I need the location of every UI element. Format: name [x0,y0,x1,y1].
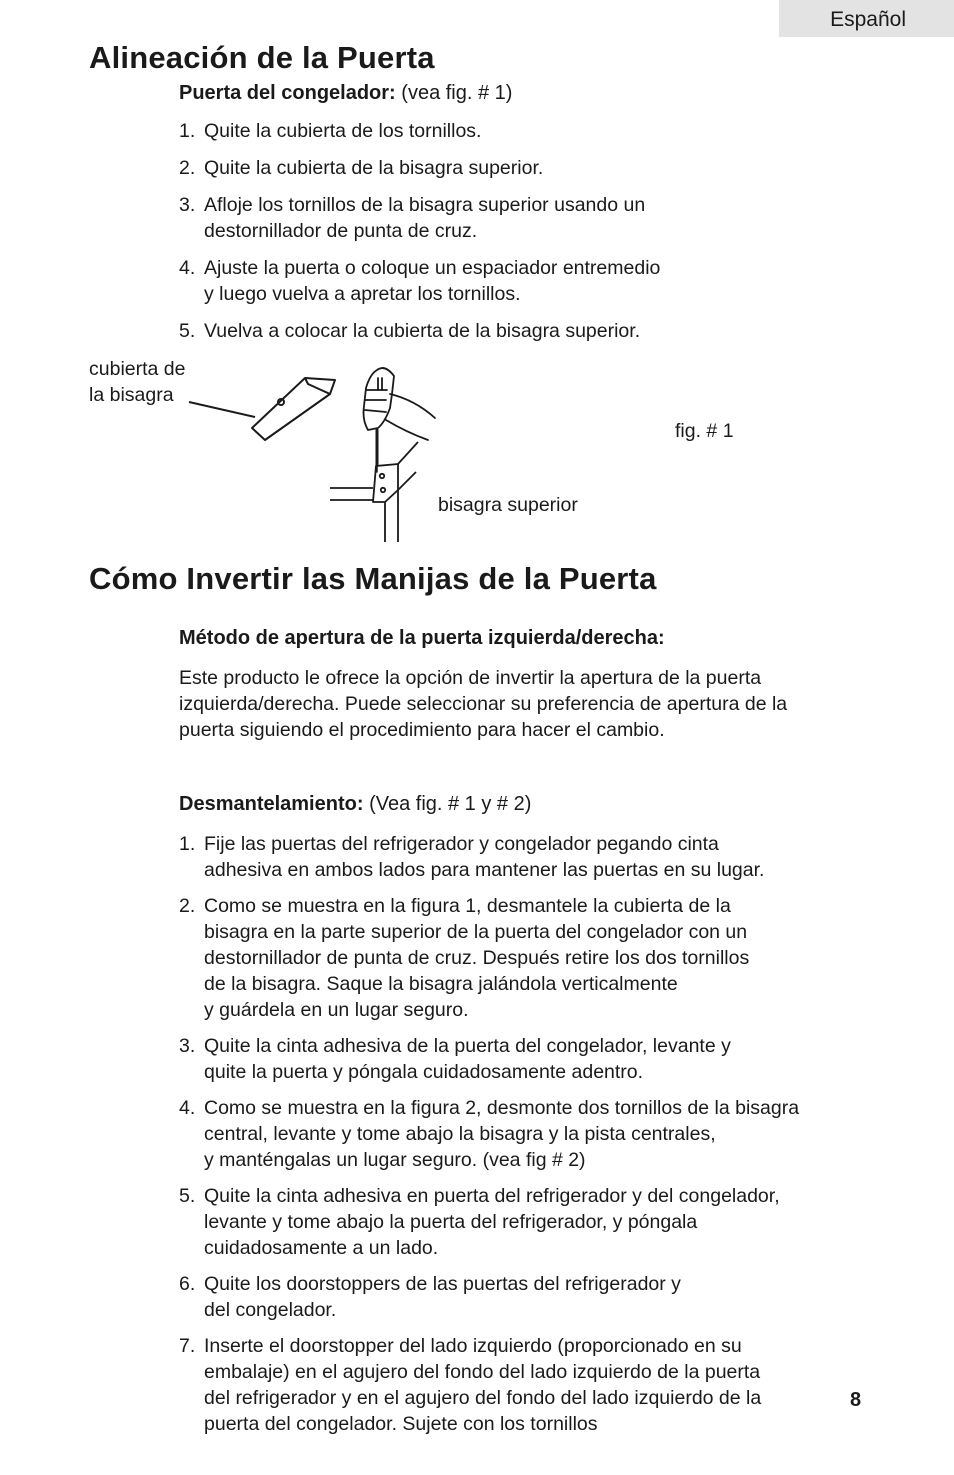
section-title-door-alignment: Alineación de la Puerta [89,40,435,75]
dismantle-steps-list [179,831,799,1447]
list-item-text: Como se muestra en la figura 2, desmonte dos tornillos de la bisagra central, levante y tome abajo la bisagra y la pista centrales, y manténgalas un lugar seguro. (vea fig # 2) [204,1097,800,1171]
list-item-number: 5. [179,1185,196,1207]
list-item [179,318,660,344]
list-item [179,255,660,307]
list-item [179,155,660,181]
opening-method-subheading [179,627,665,650]
opening-method-label: Método de apertura de la puerta izquierda/derecha: [179,627,665,649]
list-item [179,893,799,1023]
hand-screwdriver-drawing [364,368,436,472]
list-item [179,1271,799,1323]
top-hinge-label: bisagra superior [438,494,578,516]
list-item-text: Quite la cinta adhesiva en puerta del refrigerador y del congelador, levante y tome abajo la puerta del refrigerador, y póngala cuidadosamente a un lado. [204,1185,780,1259]
list-item-number: 7. [179,1335,196,1357]
language-tab: Español [779,0,954,37]
list-item-number: 6. [179,1273,196,1295]
list-item-number: 3. [179,194,196,216]
cover-leader-line [189,402,255,417]
list-item-text: Quite los doorstoppers de las puertas del refrigerador y del congelador. [204,1273,681,1321]
hinge-cover-label: cubierta de la bisagra [89,358,186,406]
list-item [179,1333,799,1437]
list-item [179,192,660,244]
subheading-note: (vea fig. # 1) [401,82,513,104]
list-item [179,831,799,883]
list-item-number: 1. [179,120,196,142]
list-item-number: 4. [179,1097,196,1119]
list-item [179,1095,799,1173]
list-item-text: Ajuste la puerta o coloque un espaciador entremedio y luego vuelva a apretar los tornillos. [204,257,661,305]
list-item-text: Como se muestra en la figura 1, desmantele la cubierta de la bisagra en la parte superior de la puerta del congelador con un destornillador de punta de cruz. Después retire los dos tornillos de la bisagra. Saque la bisagra jalándola verticalmente y guárdela en un lugar seguro. [204,895,750,1021]
list-item-number: 2. [179,157,196,179]
list-item-text: Quite la cinta adhesiva de la puerta del congelador, levante y quite la puerta y póngala cuidadosamente adentro. [204,1035,731,1083]
top-hinge-drawing [330,442,418,542]
list-item-text: Quite la cubierta de los tornillos. [204,120,482,142]
dismantle-label: Desmantelamiento: [179,793,364,815]
list-item-number: 5. [179,320,196,342]
section-title-reverse-handles: Cómo Invertir las Manijas de la Puerta [89,561,657,596]
freezer-door-subheading [179,82,512,105]
alignment-steps-list [179,118,660,355]
subheading-label: Puerta del congelador: [179,82,396,104]
reverse-intro-paragraph: Este producto le ofrece la opción de invertir la apertura de la puerta izquierda/derecha. Puede seleccionar su preferencia de apertura de la puerta siguiendo el procedimiento para hacer el cambio. [179,667,788,741]
list-item [179,118,660,144]
hinge-cover-drawing [252,378,335,440]
list-item-number: 2. [179,895,196,917]
list-item-number: 4. [179,257,196,279]
dismantle-subheading [179,793,531,816]
list-item-text: Afloje los tornillos de la bisagra superior usando un destornillador de punta de cruz. [204,194,646,242]
list-item-text: Inserte el doorstopper del lado izquierdo (proporcionado en su embalaje) en el agujero del fondo del lado izquierdo de la puerta del refrigerador y en el agujero del fondo del lado izquierdo de la puerta del congelador. Sujete con los tornillos [204,1335,762,1435]
list-item [179,1183,799,1261]
list-item [179,1033,799,1085]
figure-caption: fig. # 1 [675,420,734,442]
list-item-number: 3. [179,1035,196,1057]
hinge-illustration [180,360,450,550]
list-item-text: Vuelva a colocar la cubierta de la bisagra superior. [204,320,641,342]
list-item-text: Fije las puertas del refrigerador y congelador pegando cinta adhesiva en ambos lados para mantener las puertas en su lugar. [204,833,765,881]
dismantle-note: (Vea fig. # 1 y # 2) [369,793,532,815]
list-item-number: 1. [179,833,196,855]
page-number: 8 [850,1389,862,1411]
list-item-text: Quite la cubierta de la bisagra superior. [204,157,544,179]
